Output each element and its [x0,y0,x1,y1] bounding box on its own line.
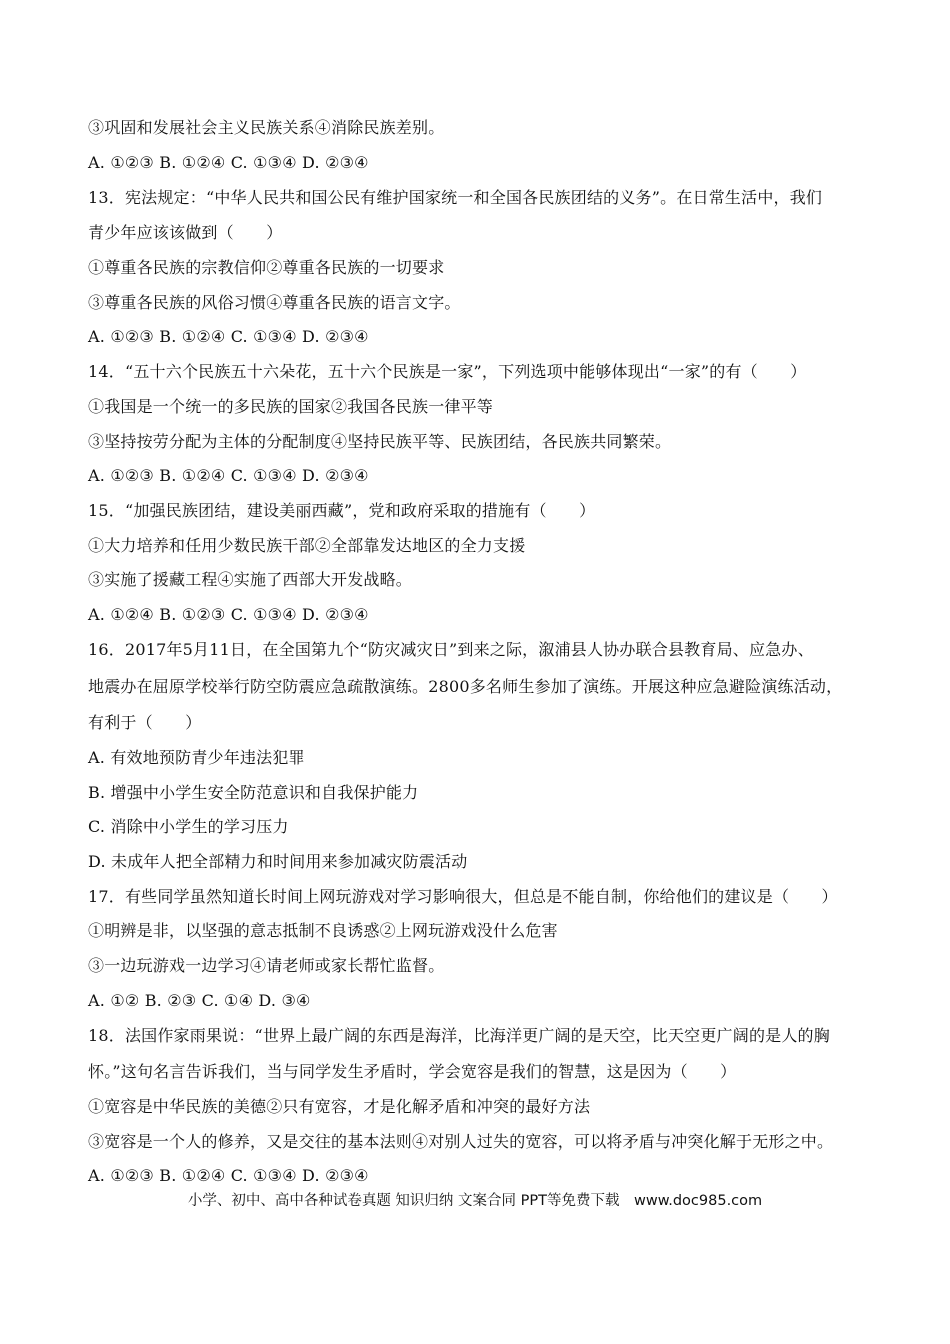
answer-options: A. ①②③ B. ①②④ C. ①③④ D. ②③④ [88,327,369,346]
text-line: 青少年应该该做到（ ） [88,223,283,242]
text-line: ①明辨是非，以坚强的意志抵制不良诱惑②上网玩游戏没什么危害 [88,921,558,940]
text-line: ③一边玩游戏一边学习④请老师或家长帮忙监督。 [88,956,445,975]
answer-options: A. ①②③ B. ①②④ C. ①③④ D. ②③④ [88,1166,369,1185]
text-line: 有利于（ ） [88,713,202,732]
option-d: D. 未成年人把全部精力和时间用来参加减灾防震活动 [88,852,468,871]
question-15: 15．“加强民族团结，建设美丽西藏”，党和政府采取的措施有（ ） [88,501,596,520]
answer-options: A. ①②③ B. ①②④ C. ①③④ D. ②③④ [88,466,369,485]
text-line: ③尊重各民族的风俗习惯④尊重各民族的语言文字。 [88,293,461,312]
question-17: 17．有些同学虽然知道长时间上网玩游戏对学习影响很大，但总是不能自制，你给他们的建议是（ ） [88,887,838,906]
text-line: ①大力培养和任用少数民族干部②全部靠发达地区的全力支援 [88,536,526,555]
question-14: 14．“五十六个民族五十六朵花，五十六个民族是一家”，下列选项中能够体现出“一家”的有（ ） [88,362,807,381]
text-line: ③巩固和发展社会主义民族关系④消除民族差别。 [88,118,445,137]
question-16: 16．2017年5月11日，在全国第九个“防灾减灾日”到来之际，溆浦县人协办联合县教育局、应急办、 [88,640,814,659]
text-line: ①尊重各民族的宗教信仰②尊重各民族的一切要求 [88,258,445,277]
answer-options: A. ①②③ B. ①②④ C. ①③④ D. ②③④ [88,153,369,172]
page-footer: 小学、初中、高中各种试卷真题 知识归纳 文案合同 PPT等免费下载 www.doc985.com [187,1193,763,1209]
option-c: C. 消除中小学生的学习压力 [88,817,289,836]
answer-options: A. ①②④ B. ①②③ C. ①③④ D. ②③④ [88,605,369,624]
answer-options: A. ①② B. ②③ C. ①④ D. ③④ [88,991,311,1010]
question-13: 13．宪法规定：“中华人民共和国公民有维护国家统一和全国各民族团结的义务”。在日常生活中，我们 [88,188,823,207]
text-line: ①宽容是中华民族的美德②只有宽容，才是化解矛盾和冲突的最好方法 [88,1097,591,1116]
text-line: ③坚持按劳分配为主体的分配制度④坚持民族平等、民族团结，各民族共同繁荣。 [88,432,672,451]
text-line: ①我国是一个统一的多民族的国家②我国各民族一律平等 [88,397,494,416]
option-a: A. 有效地预防青少年违法犯罪 [88,748,305,767]
question-18: 18．法国作家雨果说：“世界上最广阔的东西是海洋，比海洋更广阔的是天空，比天空更广阔的是人的胸 [88,1026,830,1045]
text-line: 地震办在屈原学校举行防空防震应急疏散演练。2800多名师生参加了演练。开展这种应急避险演练活动， [88,677,843,696]
option-b: B. 增强中小学生安全防范意识和自我保护能力 [88,783,419,802]
text-line: ③宽容是一个人的修养，又是交往的基本法则④对别人过失的宽容，可以将矛盾与冲突化解于无形之中。 [88,1132,834,1151]
text-line: 怀。”这句名言告诉我们，当与同学发生矛盾时，学会宽容是我们的智慧，这是因为（ ） [88,1062,737,1081]
text-line: ③实施了援藏工程④实施了西部大开发战略。 [88,570,413,589]
